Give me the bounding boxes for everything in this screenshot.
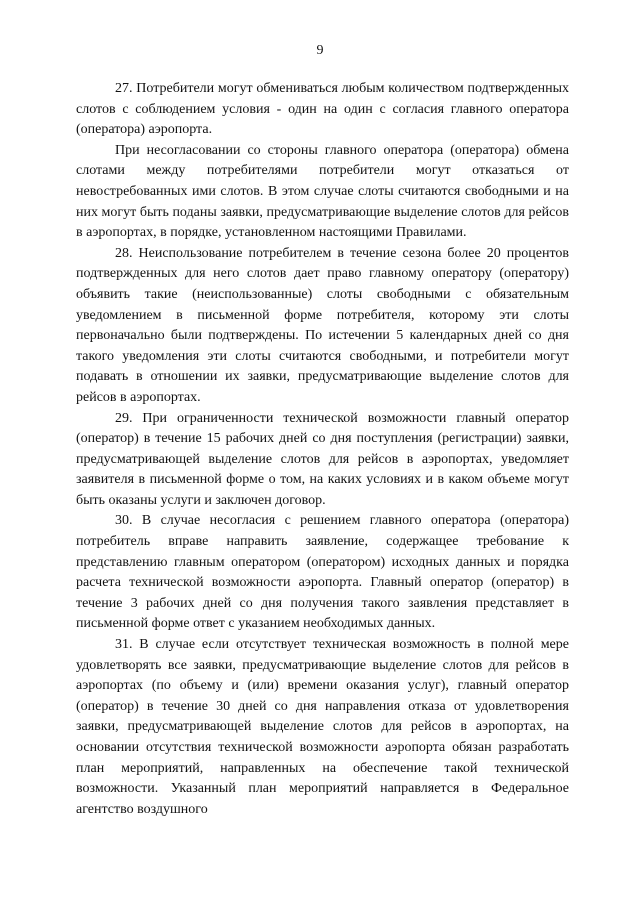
paragraph-28: 28. Неиспользование потребителем в течение сезона более 20 процентов подтвержденных для него слотов дает право главному оператору (оператору) объявить такие (неиспользованные) слоты свободными с обязательным уведомлением в письменной форме потребителя, которому эти слоты первоначально были подтверждены. По истечении 5 календарных дней со дня такого уведомления эти слоты считаются свободными, и потребители могут подавать в отношении их заявки, предусматривающие выделение слотов для рейсов в аэропортах. bbox=[76, 245, 569, 405]
paragraph-29: 29. При ограниченности технической возможности главный оператор (оператор) в течение 15 рабочих дней со дня поступления (регистрации) заявки, предусматривающей выделение слотов для рейсов в аэропортах, уведомляет заявителя в письменной форме о том, на каких условиях и в каком объеме могут быть оказаны услуги и заключен договор. bbox=[76, 410, 569, 508]
paragraph-27-continued: При несогласовании со стороны главного оператора (оператора) обмена слотами между потребителями потребители могут отказаться от невостребованных ими слотов. В этом случае слоты считаются свободными и на них могут быть поданы заявки, предусматривающие выделение слотов для рейсов в аэропортах, в порядке, установленном настоящими Правилами. bbox=[76, 142, 569, 241]
paragraph-31: 31. В случае если отсутствует техническая возможность в полной мере удовлетворять все заявки, предусматривающие выделение слотов для рейсов в аэропортах (по объему и (или) времени оказания услуг), главный оператор (оператор) в течение 30 дней со дня направления отказа от удовлетворения заявки, предусматривающей выделение слотов для рейсов в аэропортах, на основании отсутствия технической возможности аэропорта обязан разработать план мероприятий, направленных на обеспечение такой технической возможности. Указанный план мероприятий направляется в Федеральное агентство воздушного bbox=[76, 637, 569, 817]
document-body bbox=[76, 79, 569, 820]
paragraph-30: 30. В случае несогласия с решением главного оператора (оператора) потребитель вправе направить заявление, содержащее требование к представлению главным оператором (оператором) исходных данных и порядка расчета технической возможности аэропорта. Главный оператор (оператор) в течение 3 рабочих дней со дня получения такого заявления представляет в письменной форме ответ с указанием необходимых данных. bbox=[76, 513, 569, 632]
paragraph-27: 27. Потребители могут обмениваться любым количеством подтвержденных слотов с соблюдением условия - один на один с согласия главного оператора (оператора) аэропорта. bbox=[76, 81, 569, 138]
page-number: 9 bbox=[316, 43, 324, 58]
